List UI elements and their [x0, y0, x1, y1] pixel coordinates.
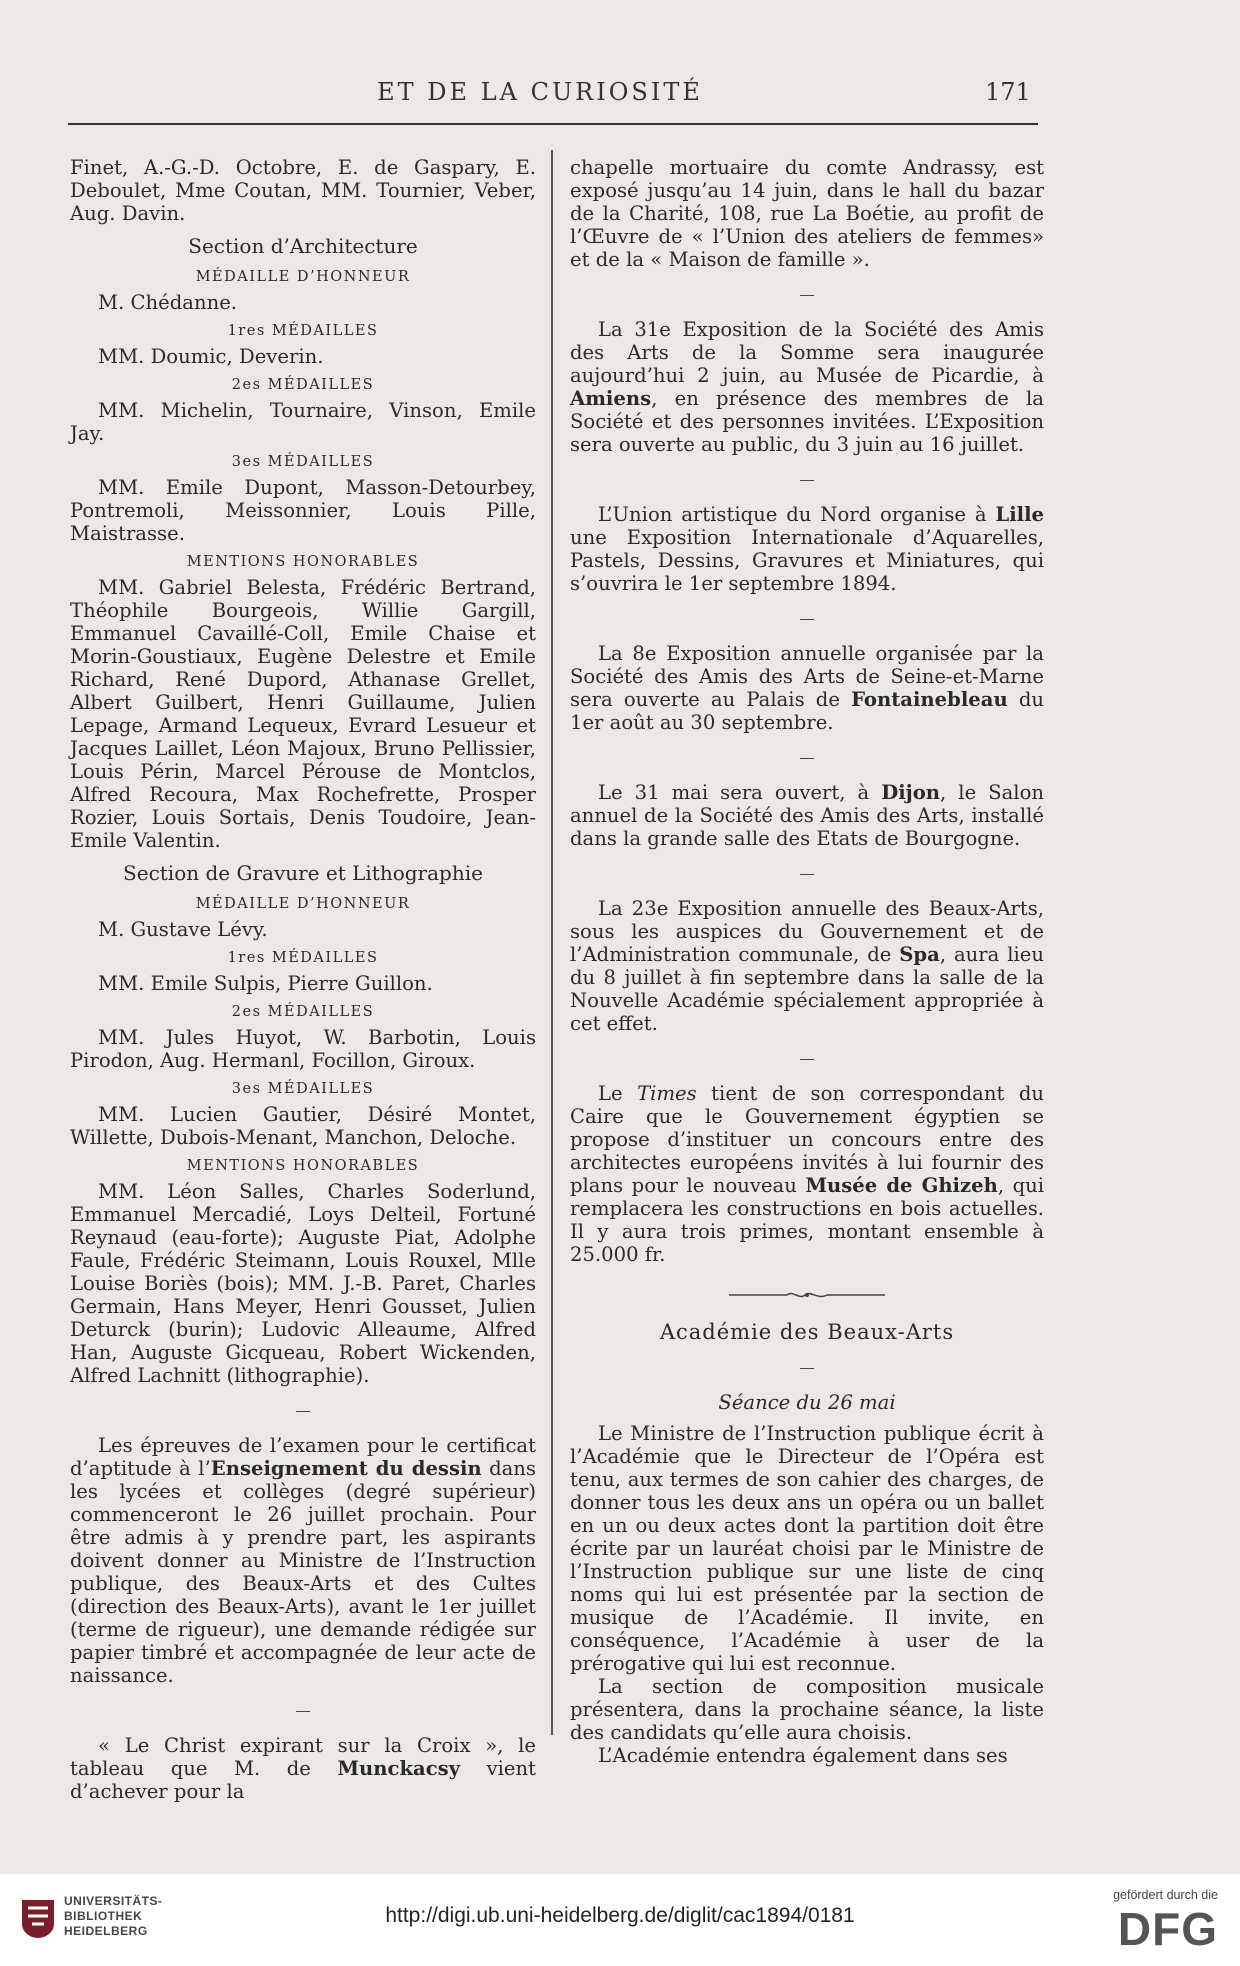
- page-number: 171: [985, 78, 1031, 106]
- heading: 3es MÉDAILLES: [231, 454, 375, 470]
- times-paragraph: Le Times tient de son correspondant du Caire que le Gouvernement égyptien se propose d’instituer un concours entre des architectes européens invités à lui fournir des plans pour le nouveau Musée de Ghizeh, qui remplacera les constructions en bois actuelles. Il y aura trois primes, montant ensemble à 25.000 fr.: [570, 1082, 1044, 1266]
- award-list: M. Chédanne.: [98, 291, 238, 314]
- left-column: [70, 156, 536, 1803]
- separator-dash: [70, 1699, 536, 1722]
- award-list: MM. Michelin, Tournaire, Vinson, Emile Jay.: [70, 399, 536, 445]
- heading: 2es MÉDAILLES: [231, 377, 375, 393]
- separator-dash: [570, 468, 1044, 491]
- academie-paragraph: La section de composition musicale présentera, dans la prochaine séance, la liste des candidats qu’elle aura choisis.: [570, 1675, 1044, 1744]
- separator-dash: [570, 607, 1044, 630]
- lille-paragraph: L’Union artistique du Nord organise à Lille une Exposition Internationale d’Aquarelles, Pastels, Dessins, Gravures et Miniatures, qui s’ouvrira le 1er septembre 1894.: [570, 503, 1044, 595]
- academie-paragraph: Le Ministre de l’Instruction publique écrit à l’Académie que le Directeur de l’Opéra est tenu, aux termes de son cahier des charges, de donner tous les deux ans un opéra ou un ballet en un ou deux actes dont la partition doit être écrite par un lauréat choisi par le Ministre de l’Instruction publique sur une liste de cinq noms qui lui est présentée par la section de musique de l’Académie. Il invite, en conséquence, l’Académie à user de la prérogative qui lui est reconnue.: [570, 1422, 1044, 1675]
- award-list: MM. Emile Dupont, Masson-Detourbey, Pontremoli, Meissonnier, Louis Pille, Maistrasse.: [70, 476, 536, 545]
- heading: MENTIONS HONORABLES: [186, 554, 420, 570]
- award-list: MM. Léon Salles, Charles Soderlund, Emmanuel Mercadié, Loys Delteil, Fortuné Reynaud (eau-forte); Auguste Piat, Adolphe Faule, Frédéric Steimann, Louis Rouxel, Mlle Louise Boriès (bois); MM. J.-B. Paret, Charles Germain, Hans Meyer, Henri Gousset, Julien Deturck (burin); Ludovic Alleaume, Alfred Han, Auguste Gicqueau, Robert Wickenden, Alfred Lachnitt (lithographie).: [70, 1180, 536, 1387]
- academie-paragraph: L’Académie entendra également dans ses: [598, 1744, 1008, 1767]
- fontainebleau-paragraph: La 8e Exposition annuelle organisée par la Société des Amis des Arts de Seine-et-Marne sera ouverte au Palais de Fontainebleau du 1er août au 30 septembre.: [570, 642, 1045, 734]
- award-list: MM. Emile Sulpis, Pierre Guillon.: [98, 972, 433, 995]
- award-list: MM. Gabriel Belesta, Frédéric Bertrand, Théophile Bourgeois, Willie Gargill, Emmanuel Cavaillé-Coll, Emile Chaise et Morin-Goustiaux, Eugène Delestre et Emile Richard, René Dupord, Athanase Grellet, Albert Guilbert, Henri Guillaume, Julien Lepage, Armand Lequeux, Evrard Lesueur et Jacques Laillet, Léon Majoux, Bruno Pellissier, Louis Périn, Marcel Pérouse de Montclos, Alfred Recoura, Max Rochefrette, Prosper Rozier, Louis Sortais, Denis Toudoire, Jean-Emile Valentin.: [70, 576, 536, 852]
- award-list: MM. Lucien Gautier, Désiré Montet, Willette, Dubois-Menant, Manchon, Deloche.: [70, 1103, 536, 1149]
- separator-dash: [570, 283, 1044, 306]
- running-title: ET DE LA CURIOSITÉ: [377, 78, 703, 106]
- heading: 1res MÉDAILLES: [227, 950, 379, 966]
- award-list: M. Gustave Lévy.: [98, 918, 268, 941]
- amiens-paragraph: La 31e Exposition de la Société des Amis des Arts de la Somme sera inaugurée aujourd’hui 2 juin, au Musée de Picardie, à Amiens, en présence des membres de la Société et des personnes invitées. L’Exposition sera ouverte au public, du 3 juin au 16 juillet.: [570, 318, 1044, 456]
- separator-dash: [570, 1047, 1044, 1070]
- examen-paragraph: Les épreuves de l’examen pour le certificat d’aptitude à l’Enseignement du dessin dans les lycées et collèges (degré supérieur) commenceront le 26 juillet prochain. Pour être admis à y prendre part, les aspirants doivent donner au Ministre de l’Instruction publique, des Beaux-Arts et des Cultes (direction des Beaux-Arts), avant le 1er juillet (terme de rigueur), une demande rédigée sur papier timbré et accompagnée de leur acte de naissance.: [70, 1434, 536, 1687]
- dijon-paragraph: Le 31 mai sera ouvert, à Dijon, le Salon annuel de la Société des Amis des Arts, installé dans la grande salle des Etats de Bourgogne.: [570, 781, 1044, 850]
- section-architecture-title: Section d’Architecture: [188, 234, 418, 258]
- dfg-logo[interactable]: DFG: [1117, 1903, 1218, 1955]
- separator-dash: [570, 1356, 1044, 1379]
- footer-bar: [0, 1874, 1240, 1966]
- separator-dash: [570, 862, 1044, 885]
- heading: MÉDAILLE D’HONNEUR: [195, 896, 411, 912]
- continued-paragraph: chapelle mortuaire du comte Andrassy, est exposé jusqu’au 14 juin, dans le hall du bazar de la Charité, 108, rue La Boétie, au profit de l’Œuvre de « l’Union des ateliers de femmes» et de la « Maison de famille ».: [570, 156, 1044, 271]
- heading: 3es MÉDAILLES: [231, 1081, 375, 1097]
- university-library-name: UNIVERSITÄTS- BIBLIOTHEK HEIDELBERG: [64, 1894, 163, 1938]
- award-list: MM. Doumic, Deverin.: [98, 345, 324, 368]
- spa-paragraph: La 23e Exposition annuelle des Beaux-Arts, sous les auspices du Gouvernement et de l’Administration communale, de Spa, aura lieu du 8 juillet à fin septembre dans la salle de la Nouvelle Académie spécialement appropriée à cet effet.: [570, 897, 1044, 1035]
- academie-title: Académie des Beaux-Arts: [659, 1320, 955, 1344]
- column-divider: [551, 150, 553, 1735]
- ornament-divider: [570, 1284, 1044, 1307]
- heading: 1res MÉDAILLES: [227, 323, 379, 339]
- header-rule: [68, 123, 1038, 125]
- right-column: [570, 156, 1044, 1767]
- award-list: MM. Jules Huyot, W. Barbotin, Louis Pirodon, Aug. Hermanl, Focillon, Giroux.: [70, 1026, 536, 1072]
- section-gravure-title: Section de Gravure et Lithographie: [123, 861, 483, 885]
- seance-title: Séance du 26 mai: [718, 1391, 896, 1414]
- separator-dash: [570, 746, 1044, 769]
- intro-paragraph: Finet, A.-G.-D. Octobre, E. de Gaspary, E. Deboulet, Mme Coutan, MM. Tournier, Veber, Aug. Davin.: [70, 156, 536, 225]
- dfg-funding-label: gefördert durch die: [1113, 1888, 1218, 1902]
- separator-dash: [70, 1399, 536, 1422]
- heading: MENTIONS HONORABLES: [186, 1158, 420, 1174]
- source-url-link[interactable]: http://digi.ub.uni-heidelberg.de/diglit/cac1894/0181: [385, 1904, 855, 1927]
- christ-paragraph: « Le Christ expirant sur la Croix », le tableau que M. de Munckacsy vient d’achever pour la: [70, 1734, 536, 1803]
- heading: MÉDAILLE D’HONNEUR: [195, 269, 411, 285]
- heading: 2es MÉDAILLES: [231, 1004, 375, 1020]
